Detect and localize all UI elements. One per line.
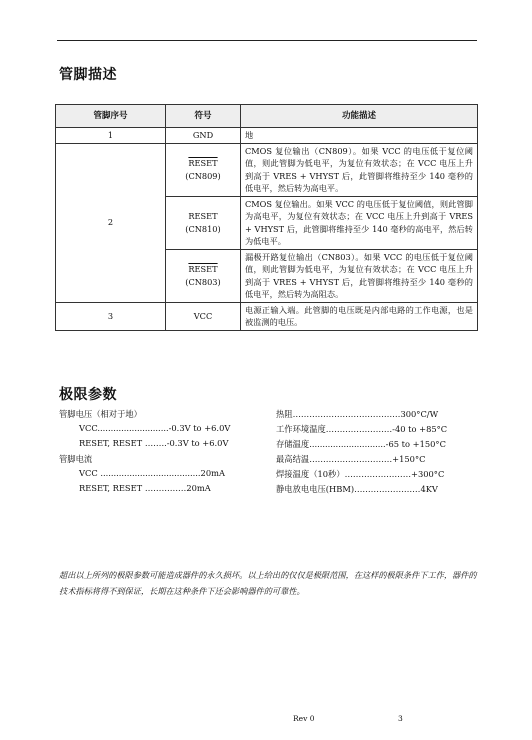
rating-vcc-voltage: VCC...........................-0.3V to +6.0V: [79, 423, 231, 433]
pin-number: 2: [56, 143, 166, 302]
table-header-row: [56, 105, 478, 128]
header-symbol: 符号: [166, 105, 241, 128]
warning-note: 超出以上所列的极限参数可能造成器件的永久损坏。以上给出的仅仅是极限范围，在这样的极限条件下工作，器件的技术指标将得不到保证，长期在这种条件下还会影响器件的可靠性。: [59, 570, 477, 596]
pin-description: 地: [241, 128, 478, 144]
pin-symbol: RESET: [188, 264, 218, 274]
rating-vcc-current: VCC ......................................20mA: [79, 468, 225, 478]
pin-description: 电源正输入端。此管脚的电压既是内部电路的工作电源，也是被监测的电压。: [241, 302, 478, 330]
pin-description: 漏极开路复位输出（CN803）。如果 VCC 的电压低于复位阈值，则此管脚为低电平，为复位有效状态；在 VCC 电压上升到高于 VRES + VHYST 后，此管脚将维持至少 140 毫秒的低电平，然后转为高阻态。: [241, 249, 478, 302]
header-pin-number: 管脚序号: [56, 105, 166, 128]
rating-solder-temp: 焊接温度（10秒）……………………+300°C: [276, 469, 445, 479]
pin-symbol-cell: [166, 249, 241, 302]
pin-number: 1: [56, 128, 166, 144]
page-number: 3: [398, 714, 403, 723]
pin-description: CMOS 复位输出（CN809）。如果 VCC 的电压低于复位阈值，则此管脚为低电平，为复位有效状态；在 VCC 电压上升到高于 VRES + VHYST 后，此管脚将维持至少 140 毫秒的低电平，然后转为高电平。: [241, 143, 478, 196]
pin-symbol-cell: [166, 196, 241, 249]
rating-operating-temp: 工作环境温度……………………-40 to +85°C: [276, 424, 448, 434]
pin-symbol: RESET: [188, 158, 218, 168]
table-row: [56, 302, 478, 330]
rating-reset-voltage: RESET, RESET ……..-0.3V to +6.0V: [79, 438, 229, 448]
rating-reset-current: RESET, RESET ……………20mA: [79, 483, 211, 493]
part-number: (CN809): [185, 170, 221, 181]
section-title-pin-description: 管脚描述: [59, 67, 117, 83]
pin-symbol: GND: [166, 128, 241, 144]
rating-current-header: 管脚电流: [59, 454, 93, 464]
pin-symbol: VCC: [166, 302, 241, 330]
revision-label: Rev 0: [293, 714, 315, 723]
rating-junction-temp: 最高结温…………………………+150°C: [276, 454, 426, 464]
header-rule: [57, 40, 477, 41]
rating-storage-temp: 存储温度.............................-65 to +150°C: [276, 439, 446, 449]
rating-thermal-resistance: 热阻…………………………………300°C/W: [276, 409, 439, 419]
header-function: 功能描述: [241, 105, 478, 128]
part-number: (CN803): [185, 276, 221, 287]
pin-description: CMOS 复位输出。如果 VCC 的电压低于复位阈值，则此管脚为高电平，为复位有效状态；在 VCC 电压上升到高于 VRES + VHYST 后，此管脚将维持至少 140 毫秒的高电平，然后转为低电平。: [241, 196, 478, 249]
rating-esd-voltage: 静电放电电压(HBM)……………………4KV: [276, 484, 438, 494]
table-row: [56, 143, 478, 196]
pin-symbol: RESET: [188, 211, 218, 221]
pin-description-table: [55, 104, 478, 331]
table-row: [56, 128, 478, 144]
rating-voltage-header: 管脚电压（相对于地）: [59, 409, 142, 419]
pin-symbol-cell: [166, 143, 241, 196]
pin-number: 3: [56, 302, 166, 330]
section-title-absolute-ratings: 极限参数: [59, 387, 117, 403]
part-number: (CN810): [185, 223, 221, 234]
